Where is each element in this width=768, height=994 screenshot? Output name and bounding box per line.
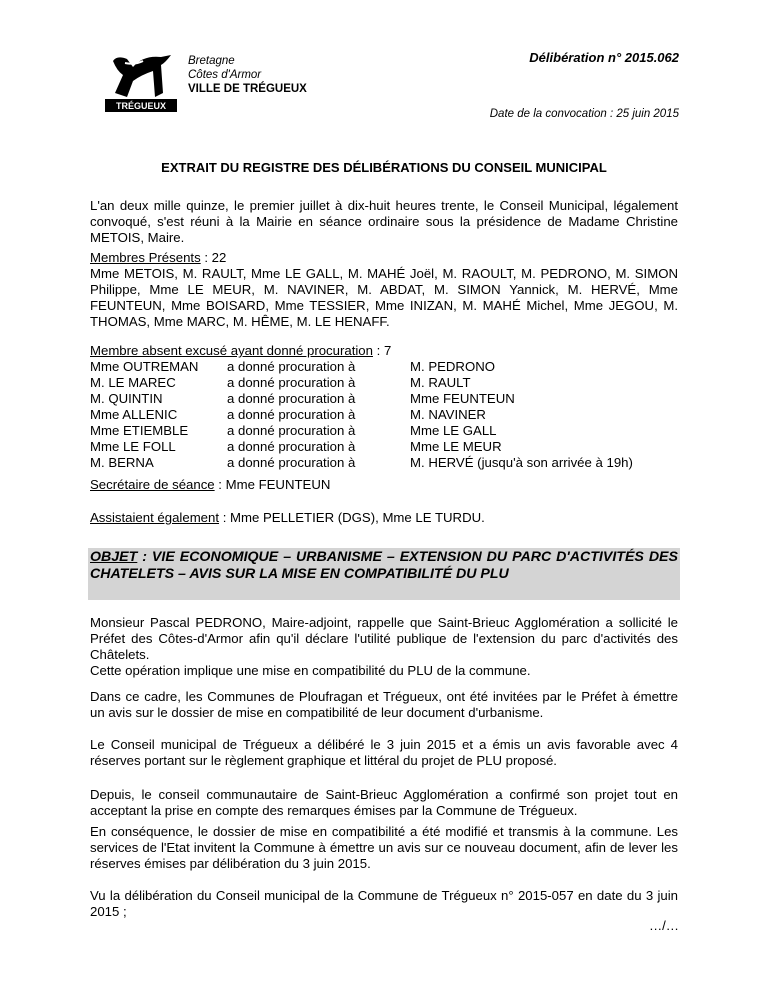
objet-label: OBJET	[90, 549, 138, 565]
convocation-date: Date de la convocation : 25 juin 2015	[489, 108, 679, 120]
paragraph-3: Le Conseil municipal de Trégueux a délibéré le 3 juin 2015 et a émis un avis favorable avec 4 réserves portant sur le règlement graphique et littéral du projet de PLU proposé.	[90, 737, 678, 768]
proxy-holder: Mme LE MEUR	[410, 439, 502, 454]
also-present-value: : Mme PELLETIER (DGS), Mme LE TURDU.	[219, 510, 485, 525]
proxy-member: M. BERNA	[90, 455, 154, 470]
proxy-action: a donné procuration à	[227, 423, 356, 438]
paragraph-6: Vu la délibération du Conseil municipal de la Commune de Trégueux n° 2015-057 en date du 3 juin 2015 ;	[90, 888, 678, 919]
proxy-holder: Mme LE GALL	[410, 423, 497, 438]
absent-count: : 7	[372, 343, 392, 358]
issuer-block	[188, 54, 307, 96]
proxy-row	[90, 375, 678, 391]
region-name: Bretagne	[188, 55, 235, 67]
deliberation-number: Délibération n° 2015.062	[529, 50, 679, 65]
proxy-member: M. LE MAREC	[90, 375, 176, 390]
also-present-label: Assistaient également	[90, 510, 220, 525]
paragraph-4: Depuis, le conseil communautaire de Saint-Brieuc Agglomération a confirmé son projet tout en acceptant la prise en compte des remarques émises par la Commune de Trégueux.	[90, 787, 678, 818]
proxy-holder: Mme FEUNTEUN	[410, 391, 515, 406]
proxy-member: Mme LE FOLL	[90, 439, 176, 454]
present-label: Membres Présents	[90, 250, 201, 265]
paragraph-2: Dans ce cadre, les Communes de Ploufragan et Trégueux, ont été invitées par le Préfet à émettre un avis sur le dossier de mise en compatibilité de leur document d'urbanisme.	[90, 689, 678, 720]
proxy-row	[90, 391, 678, 407]
proxy-holder: M. PEDRONO	[410, 359, 495, 374]
absent-header	[90, 343, 678, 359]
document-title: EXTRAIT DU REGISTRE DES DÉLIBÉRATIONS DU CONSEIL MUNICIPAL	[161, 160, 607, 175]
proxy-member: Mme ETIEMBLE	[90, 423, 189, 438]
logo	[103, 53, 179, 113]
objet-box	[88, 548, 680, 600]
proxy-row	[90, 407, 678, 423]
proxy-action: a donné procuration à	[227, 391, 356, 406]
proxy-member: M. QUINTIN	[90, 391, 163, 406]
secretary-value: : Mme FEUNTEUN	[214, 477, 331, 492]
proxy-list	[90, 359, 678, 471]
also-present-line	[90, 510, 678, 526]
paragraph-1: Monsieur Pascal PEDRONO, Maire-adjoint, rappelle que Saint-Brieuc Agglomération a sollicité le Préfet des Côtes-d'Armor afin qu'il déclare l'utilité publique de l'extension du parc d'activités des Châtelets.	[90, 615, 678, 662]
proxy-action: a donné procuration à	[227, 439, 356, 454]
proxy-row	[90, 455, 678, 471]
continuation-mark: …/…	[648, 918, 679, 933]
secretary-line	[90, 477, 678, 493]
treguex-logo-icon	[103, 53, 179, 113]
proxy-action: a donné procuration à	[227, 359, 356, 374]
secretary-label: Secrétaire de séance	[90, 477, 215, 492]
intro-paragraph: L'an deux mille quinze, le premier juillet à dix-huit heures trente, le Conseil Municipal, légalement convoqué, s'est réuni à la Mairie en séance ordinaire sous la présidence de Madame Christine METOIS, Maire.	[90, 198, 678, 245]
logo-text: TRÉGUEUX	[115, 101, 167, 111]
proxy-row	[90, 439, 678, 455]
absent-label: Membre absent excusé ayant donné procuration	[90, 343, 373, 358]
objet-text: : VIE ECONOMIQUE – URBANISME – EXTENSION DU PARC D'ACTIVITÉS DES CHATELETS – AVIS SUR LA MISE EN COMPATIBILITÉ DU PLU	[90, 549, 678, 582]
present-names: Mme METOIS, M. RAULT, Mme LE GALL, M. MAHÉ Joël, M. RAOULT, M. PEDRONO, M. SIMON Philippe, Mme LE MEUR, M. NAVINER, M. ABDAT, M. SIMON Yannick, M. HERVÉ, Mme FEUNTEUN, Mme BOISARD, Mme TESSIER, Mme INIZAN, M. MAHÉ Michel, Mme JEGOU, M. THOMAS, Mme MARC, M. HÊME, M. LE HENAFF.	[90, 266, 678, 329]
proxy-member: Mme OUTREMAN	[90, 359, 199, 374]
proxy-holder: M. RAULT	[410, 375, 471, 390]
proxy-holder: M. NAVINER	[410, 407, 486, 422]
paragraph-5: En conséquence, le dossier de mise en compatibilité a été modifié et transmis à la commune. Les services de l'Etat invitent la Commune à émettre un avis sur ce nouveau document, afin de lever les réserves émises par délibération du 3 juin 2015.	[90, 824, 678, 871]
department-name: Côtes d'Armor	[188, 69, 262, 81]
proxy-holder: M. HERVÉ (jusqu'à son arrivée à 19h)	[410, 455, 633, 470]
present-count: : 22	[200, 250, 227, 265]
present-header	[90, 250, 678, 266]
proxy-row	[90, 359, 678, 375]
proxy-row	[90, 423, 678, 439]
proxy-action: a donné procuration à	[227, 407, 356, 422]
proxy-action: a donné procuration à	[227, 375, 356, 390]
paragraph-1b: Cette opération implique une mise en compatibilité du PLU de la commune.	[90, 663, 531, 678]
proxy-action: a donné procuration à	[227, 455, 356, 470]
proxy-member: Mme ALLENIC	[90, 407, 178, 422]
city-name: VILLE DE TRÉGUEUX	[188, 83, 307, 95]
